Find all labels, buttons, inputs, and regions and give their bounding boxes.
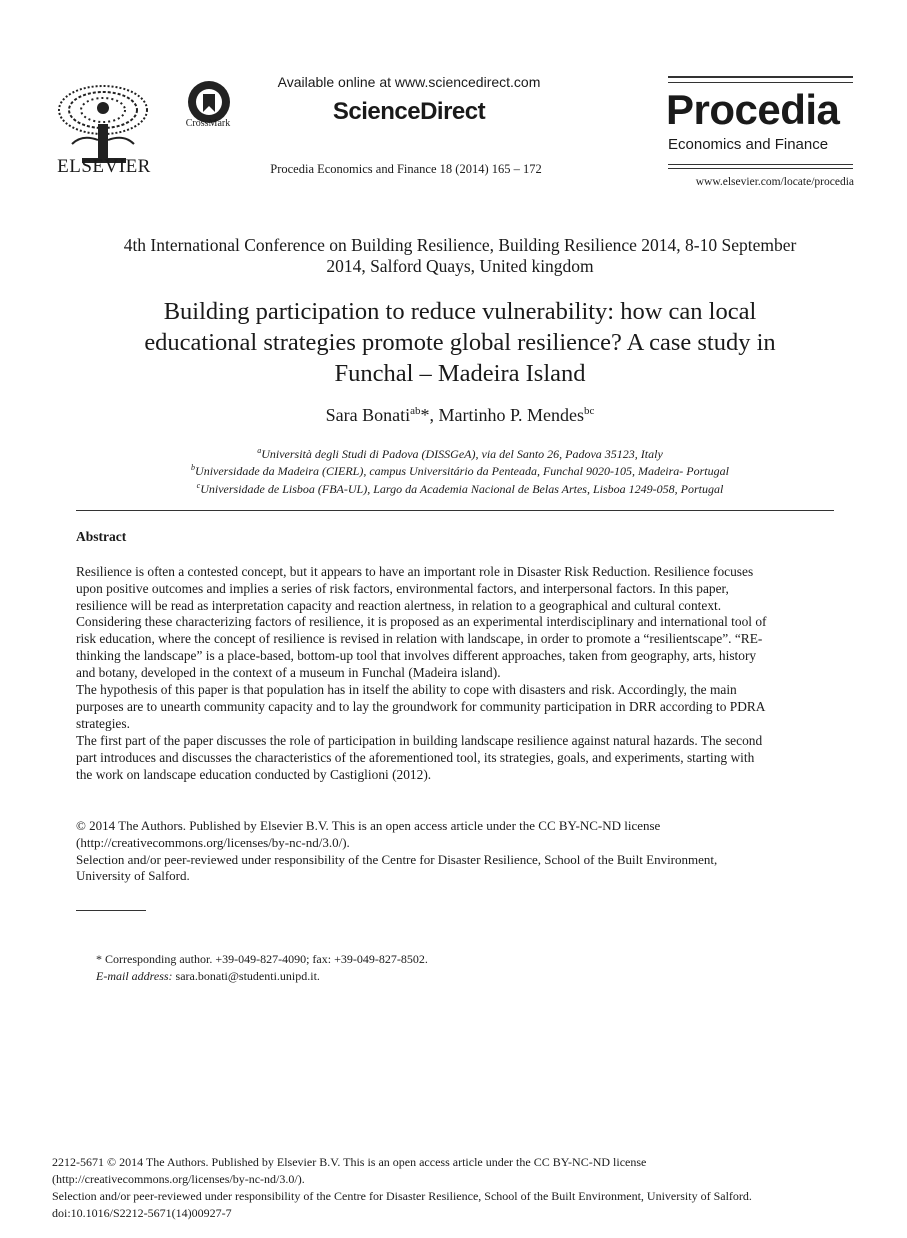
sciencedirect-wordmark: ScienceDirect bbox=[332, 98, 486, 125]
email-line bbox=[96, 968, 796, 985]
abstract-line: strategies. bbox=[76, 715, 130, 731]
corresponding-mark: *, bbox=[420, 405, 434, 425]
abstract-paragraph-3 bbox=[76, 733, 832, 783]
abstract-heading: Abstract bbox=[76, 529, 127, 544]
copyright-line: University of Salford. bbox=[76, 868, 190, 884]
author-name: Sara Bonati bbox=[325, 405, 411, 425]
affiliation-mark: c bbox=[196, 481, 201, 490]
abstract-line: Considering these characterizing factors of resilience, it is proposed as an experimental interdisciplinary and international tool of bbox=[76, 614, 767, 630]
paper-title bbox=[70, 296, 850, 389]
abstract-line: The first part of the paper discusses the role of participation in building landscape resilience against natural hazards. The second bbox=[76, 733, 763, 748]
elsevier-wordmark: ELSEVIER bbox=[57, 156, 151, 177]
email-label: E-mail address: bbox=[96, 969, 173, 983]
license-link[interactable]: (http://creativecommons.org/licenses/by-nc-nd/3.0/). bbox=[52, 1171, 305, 1186]
abstract-line: upon positive outcomes and implies a series of risk factors, environmental factors, and interpersonal factors. In this paper, bbox=[76, 580, 729, 596]
affiliation-mark: b bbox=[191, 463, 196, 472]
procedia-rule bbox=[668, 76, 853, 78]
title-line: Funchal – Madeira Island bbox=[334, 360, 586, 387]
abstract-line: risk education, where the concept of resilience is revised in relation with landscape, in order to promote a “resilientscape”. “RE- bbox=[76, 631, 763, 647]
affiliation-text: Universidade da Madeira (CIERL), campus Universitário da Penteada, Funchal 9020-105, Madeira- Portugal bbox=[195, 464, 729, 478]
procedia-subtitle: Economics and Finance bbox=[668, 136, 829, 153]
procedia-rule bbox=[668, 164, 853, 165]
affiliation-c bbox=[60, 481, 860, 497]
corresponding-author: * Corresponding author. +39-049-827-4090; fax: +39-049-827-8502. bbox=[96, 952, 428, 966]
available-online-text: Available online at www.sciencedirect.com bbox=[277, 74, 541, 90]
abstract-line: Resilience is often a contested concept, but it appears to have an important role in Disaster Risk Reduction. Resilience focuses bbox=[76, 564, 754, 579]
abstract-line: The hypothesis of this paper is that population has in itself the ability to cope with disasters and risk. Accordingly, the main bbox=[76, 682, 737, 697]
abstract-line: purposes are to unearth community capacity and to lay the groundwork for community participation in DRR according to PDRA bbox=[76, 698, 766, 714]
abstract-line: part introduces and discusses the characteristics of the aforementioned tool, its strategies, goals, and experiments, starting with bbox=[76, 749, 755, 765]
title-line: Building participation to reduce vulnerability: how can local bbox=[163, 298, 757, 325]
copyright-line: Selection and/or peer-reviewed under responsibility of the Centre for Disaster Resilience, School of the Built Environment, bbox=[76, 851, 718, 867]
affiliation-text: Università degli Studi di Padova (DISSGeA), via del Santo 26, Padova 35123, Italy bbox=[261, 447, 663, 461]
bottom-publication-info bbox=[52, 1154, 862, 1222]
affiliation-mark: a bbox=[257, 446, 262, 455]
abstract-line: resilience will be read as interpretation capacity and reaction alertness, in relation to a geographical and cultural context. bbox=[76, 597, 722, 613]
affiliation-text: Universidade de Lisboa (FBA-UL), Largo da Academia Nacional de Belas Artes, Lisboa 1249-058, Portugal bbox=[200, 482, 724, 496]
crossmark-label: CrossMark bbox=[185, 118, 231, 129]
conference-line: 2014, Salford Quays, United kingdom bbox=[326, 256, 594, 276]
procedia-url-link[interactable]: www.elsevier.com/locate/procedia bbox=[695, 176, 854, 188]
author-list bbox=[60, 405, 860, 426]
affiliation-b bbox=[60, 463, 860, 479]
abstract-line: and botany, developed in the context of a museum in Funchal (Madeira island). bbox=[76, 664, 501, 680]
journal-reference: Procedia Economics and Finance 18 (2014) 165 – 172 bbox=[270, 162, 542, 176]
affiliation-a bbox=[60, 446, 860, 462]
procedia-rule bbox=[668, 168, 853, 169]
peer-review-line: Selection and/or peer-reviewed under responsibility of the Centre for Disaster Resilience, School of the Built Environment, University of Salford. bbox=[52, 1188, 752, 1203]
copyright-line: © 2014 The Authors. Published by Elsevier B.V. This is an open access article under the CC BY-NC-ND license bbox=[76, 818, 661, 833]
author-affiliation-mark: bc bbox=[583, 405, 595, 417]
abstract-paragraph-1 bbox=[76, 564, 832, 682]
issn-line: 2212-5671 © 2014 The Authors. Published by Elsevier B.V. This is an open access article under the CC BY-NC-ND license bbox=[52, 1155, 647, 1169]
abstract-line: the work on landscape education conducted by Castiglioni (2012). bbox=[76, 766, 432, 782]
author-affiliation-mark: ab bbox=[410, 405, 421, 417]
abstract-paragraph-2 bbox=[76, 682, 832, 732]
license-link[interactable]: (http://creativecommons.org/licenses/by-nc-nd/3.0/). bbox=[76, 834, 350, 850]
footnote-rule bbox=[76, 910, 146, 911]
procedia-wordmark: Procedia bbox=[666, 86, 840, 133]
section-divider bbox=[76, 510, 834, 511]
conference-info bbox=[60, 235, 860, 277]
footnote bbox=[96, 951, 796, 985]
abstract-line: thinking the landscape” is a place-based, bottom-up tool that involves different approaches, taken from geography, arts, history bbox=[76, 647, 757, 663]
author-name: Martinho P. Mendes bbox=[438, 405, 584, 425]
conference-line: 4th International Conference on Building Resilience, Building Resilience 2014, 8-10 September bbox=[123, 235, 797, 255]
procedia-rule bbox=[668, 82, 853, 83]
copyright-notice bbox=[76, 818, 832, 885]
title-line: educational strategies promote global resilience? A case study in bbox=[144, 329, 776, 356]
email-link[interactable]: sara.bonati@studenti.unipd.it. bbox=[175, 969, 320, 983]
doi-link[interactable]: doi:10.1016/S2212-5671(14)00927-7 bbox=[52, 1205, 232, 1220]
